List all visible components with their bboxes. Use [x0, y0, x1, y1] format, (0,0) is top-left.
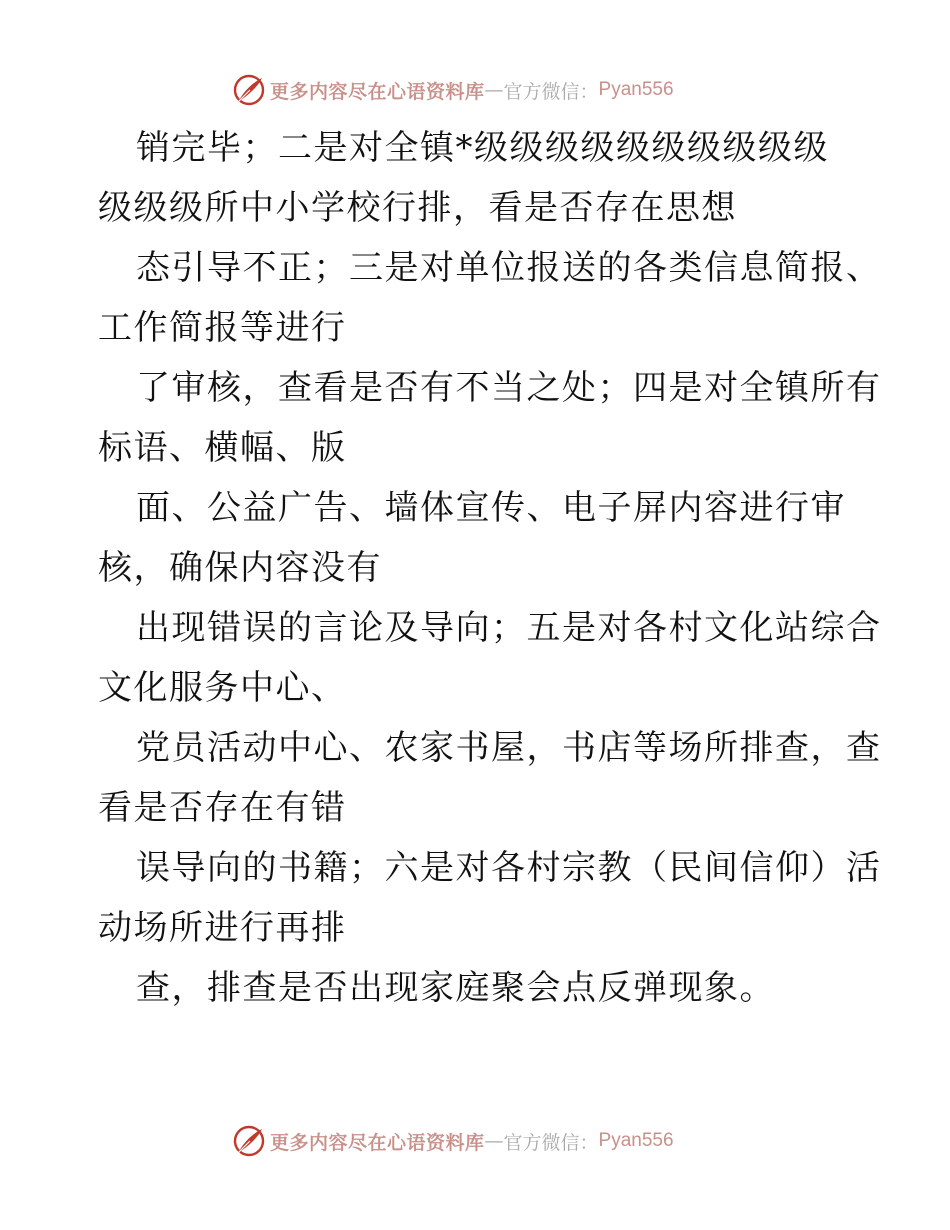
watermark-wechat-label: 官方微信： [503, 1131, 599, 1154]
paragraph [98, 838, 882, 958]
paragraph [98, 598, 882, 718]
paragraph-line: 面、公益广告、墙体宣传、电子屏内容进行审 [136, 488, 846, 528]
paragraph [98, 718, 882, 838]
paragraph-line: 了审核，查看是否有不当之处；四是对全镇所有 [136, 368, 882, 408]
paragraph-line: 误导向的书籍；六是对各村宗教（民间信仰）活 [136, 848, 882, 888]
paragraph-line: 核，确保内容没有 [98, 548, 382, 588]
paragraph [98, 118, 858, 238]
paragraph-line: 出现错误的言论及导向；五是对各村文化站综合 [136, 608, 882, 648]
watermark-dash: — [484, 1130, 504, 1152]
watermark-title: 更多内容尽在心语资料库 [270, 80, 485, 103]
paragraph-line: 标语、横幅、版 [98, 428, 347, 468]
feather-pen-logo-icon [232, 73, 266, 107]
paragraph [98, 358, 882, 478]
footer-watermark [232, 1123, 674, 1159]
watermark-wechat-label: 官方微信： [503, 80, 599, 103]
paragraph-line: 级级级所中小学校行排，看是否存在思想 [98, 188, 737, 228]
paragraph-line: 动场所进行再排 [98, 908, 347, 948]
header-watermark [232, 72, 674, 108]
paragraph-line: 看是否存在有错 [98, 788, 347, 828]
paragraph-line: 党员活动中心、农家书屋，书店等场所排查，查 [136, 728, 882, 768]
feather-pen-logo-icon [232, 1124, 266, 1158]
watermark-dash: — [484, 79, 504, 101]
paragraph-line: 查，排查是否出现家庭聚会点反弹现象。 [136, 968, 775, 1008]
watermark-title: 更多内容尽在心语资料库 [270, 1131, 485, 1154]
paragraph [98, 238, 882, 358]
document-body [98, 118, 882, 1018]
paragraph [98, 478, 858, 598]
paragraph-line: 销完毕；二是对全镇*级级级级级级级级级级 [136, 128, 829, 168]
watermark-wechat-id: Pyan556 [598, 79, 674, 100]
paragraph-line: 态引导不正；三是对单位报送的各类信息简报、 [136, 248, 882, 288]
paragraph [98, 958, 858, 1018]
paragraph-line: 文化服务中心、 [98, 668, 347, 708]
paragraph-line: 工作简报等进行 [98, 308, 347, 348]
watermark-wechat-id: Pyan556 [598, 1130, 674, 1151]
